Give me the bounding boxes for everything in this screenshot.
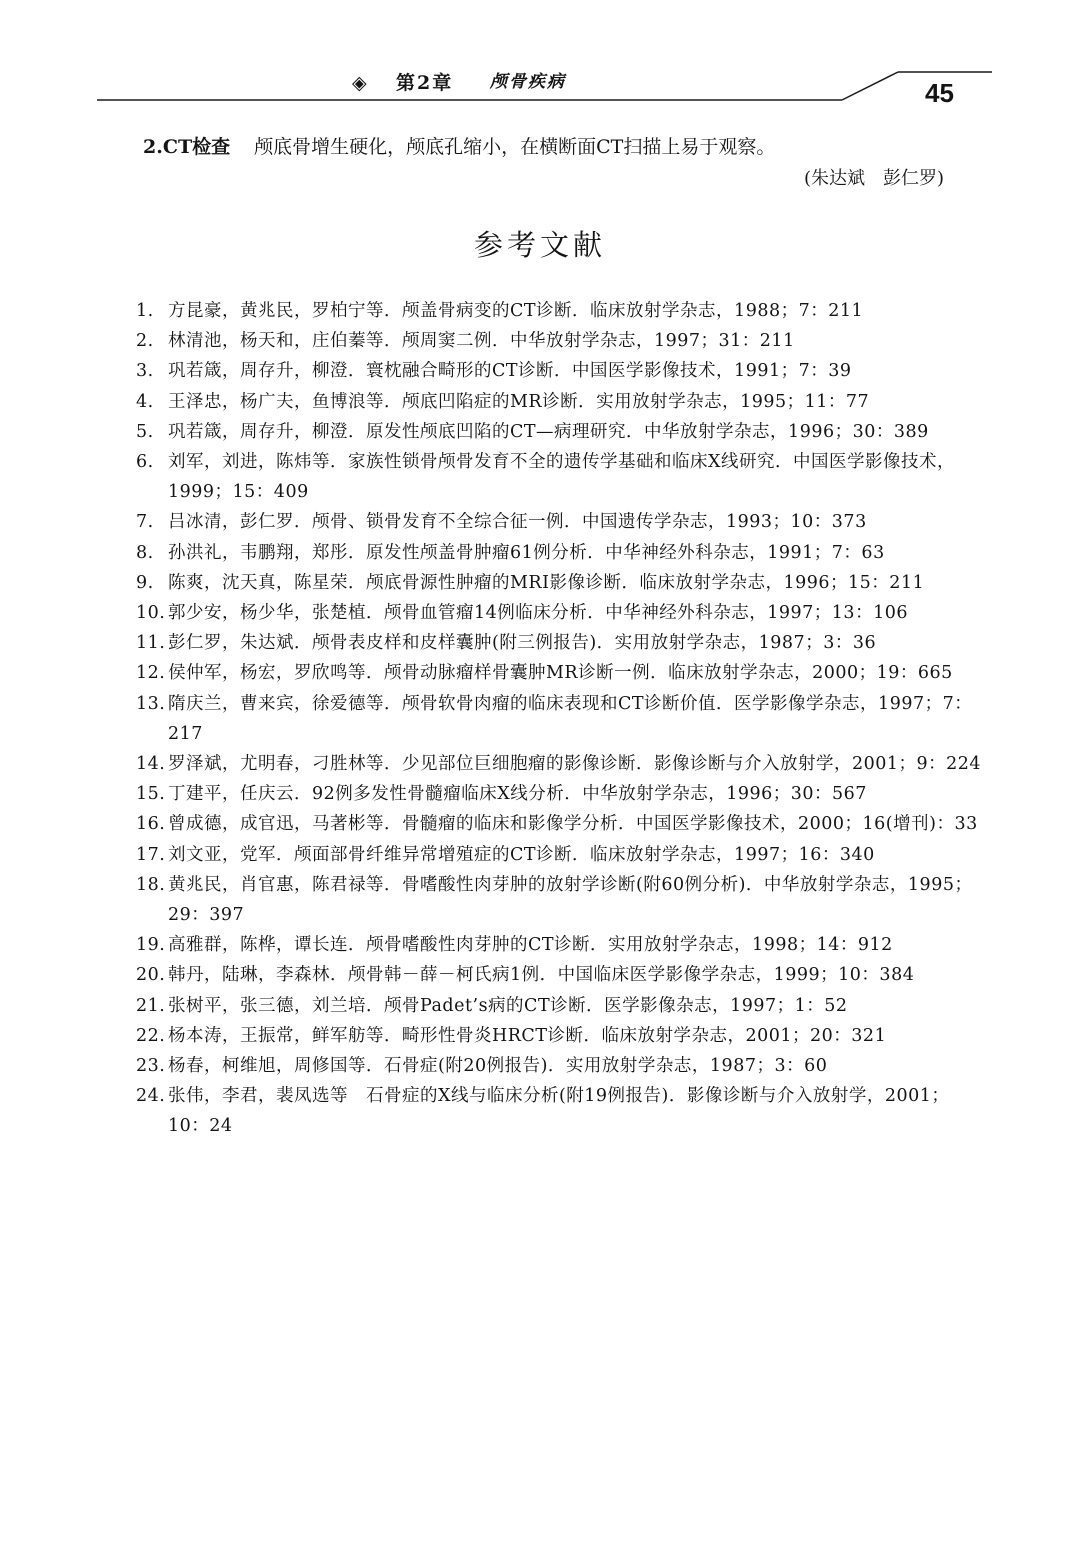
reference-number: 10. bbox=[136, 603, 166, 624]
header-rule bbox=[0, 0, 1080, 110]
running-header bbox=[0, 0, 1080, 110]
reference-number: 9. bbox=[136, 572, 154, 593]
reference-number: 19. bbox=[136, 935, 166, 956]
reference-item bbox=[136, 809, 988, 839]
reference-text: 吕冰清，彭仁罗．颅骨、锁骨发育不全综合征一例．中国遗传学杂志，1993；10：373 bbox=[168, 512, 867, 533]
reference-item bbox=[136, 568, 988, 598]
reference-item bbox=[136, 960, 988, 990]
chapter-title: 颅骨疾病 bbox=[490, 72, 566, 92]
reference-item bbox=[136, 779, 988, 809]
reference-text: 罗泽斌，尤明春，刁胜林等．少见部位巨细胞瘤的影像诊断．影像诊断与介入放射学，2001；9：224 bbox=[168, 754, 982, 775]
reference-text: 杨本涛，王振常，鲜军舫等．畸形性骨炎HRCT诊断．临床放射学杂志，2001；20：321 bbox=[168, 1025, 887, 1046]
reference-number: 16. bbox=[136, 814, 166, 835]
reference-number: 8. bbox=[136, 542, 154, 563]
reference-number: 24. bbox=[136, 1086, 166, 1107]
reference-text: 隋庆兰，曹来宾，徐爱德等．颅骨软骨肉瘤的临床表现和CT诊断价值．医学影像学杂志，1997；7：217 bbox=[168, 693, 973, 744]
reference-number: 11. bbox=[136, 633, 166, 654]
reference-number: 3. bbox=[136, 361, 154, 382]
chapter-label: 第2章 bbox=[396, 72, 454, 94]
reference-text: 杨春，柯维旭，周修国等．石骨症(附20例报告)．实用放射学杂志，1987；3：60 bbox=[168, 1056, 828, 1077]
reference-number: 20. bbox=[136, 965, 166, 986]
reference-text: 黄兆民，肖官惠，陈君禄等．骨嗜酸性肉芽肿的放射学诊断(附60例分析)．中华放射学杂志，1995；29：397 bbox=[168, 874, 973, 926]
reference-item bbox=[136, 598, 988, 628]
reference-item bbox=[136, 930, 988, 960]
reference-number: 15. bbox=[136, 784, 166, 805]
reference-number: 21. bbox=[136, 995, 166, 1016]
reference-item bbox=[136, 991, 988, 1021]
reference-text: 巩若箴，周存升，柳澄．寰枕融合畸形的CT诊断．中国医学影像技术，1991；7：39 bbox=[168, 361, 852, 382]
diamond-ornament-icon: ◈ bbox=[352, 72, 367, 94]
reference-text: 高雅群，陈桦，谭长连．颅骨嗜酸性肉芽肿的CT诊断．实用放射学杂志，1998；14：912 bbox=[168, 935, 893, 956]
reference-number: 2. bbox=[136, 331, 154, 352]
reference-item bbox=[136, 1021, 988, 1051]
references-heading: 参考文献 bbox=[473, 228, 606, 262]
reference-text: 曾成德，成官迅，马著彬等．骨髓瘤的临床和影像学分析．中国医学影像技术，2000；16(增刊)：33 bbox=[168, 814, 978, 835]
reference-text: 韩丹，陆琳，李森林．颅骨韩－薛－柯氏病1例．中国临床医学影像学杂志，1999；10：384 bbox=[168, 965, 915, 986]
reference-item bbox=[136, 296, 988, 326]
reference-number: 22. bbox=[136, 1025, 166, 1046]
reference-text: 陈爽，沈天真，陈星荣．颅底骨源性肿瘤的MRI影像诊断．临床放射学杂志，1996；15：211 bbox=[168, 572, 925, 593]
reference-item bbox=[136, 628, 988, 658]
reference-item bbox=[136, 447, 988, 507]
reference-item bbox=[136, 840, 988, 870]
reference-item bbox=[136, 749, 988, 779]
reference-item bbox=[136, 689, 988, 749]
ct-text: 颅底骨增生硬化，颅底孔缩小，在横断面CT扫描上易于观察。 bbox=[254, 136, 776, 158]
reference-text: 方昆豪，黄兆民，罗柏宁等．颅盖骨病变的CT诊断．临床放射学杂志，1988；7：211 bbox=[168, 301, 864, 321]
reference-number: 12. bbox=[136, 663, 166, 684]
reference-number: 23. bbox=[136, 1056, 166, 1077]
reference-list bbox=[136, 296, 988, 1142]
reference-item bbox=[136, 507, 988, 537]
reference-text: 丁建平，任庆云．92例多发性骨髓瘤临床X线分析．中华放射学杂志，1996；30：567 bbox=[168, 784, 867, 805]
reference-text: 郭少安，杨少华，张楚植．颅骨血管瘤14例临床分析．中华神经外科杂志，1997；13：106 bbox=[168, 603, 908, 624]
reference-number: 6. bbox=[136, 452, 154, 473]
section-authors: (朱达斌 彭仁罗) bbox=[803, 168, 944, 189]
reference-item bbox=[136, 1051, 988, 1081]
reference-text: 王泽忠，杨广夫，鱼博浪等．颅底凹陷症的MR诊断．实用放射学杂志，1995；11：77 bbox=[168, 391, 870, 412]
reference-number: 18. bbox=[136, 874, 166, 895]
reference-number: 4. bbox=[136, 391, 154, 412]
reference-item bbox=[136, 417, 988, 447]
reference-text: 刘文亚，党军．颅面部骨纤维异常增殖症的CT诊断．临床放射学杂志，1997；16：340 bbox=[168, 844, 875, 865]
reference-item bbox=[136, 1081, 988, 1141]
reference-number: 1. bbox=[136, 301, 154, 321]
reference-item bbox=[136, 538, 988, 568]
reference-number: 14. bbox=[136, 754, 166, 775]
reference-number: 5. bbox=[136, 421, 154, 442]
reference-item bbox=[136, 387, 988, 417]
reference-text: 巩若箴，周存升，柳澄．原发性颅底凹陷的CT—病理研究．中华放射学杂志，1996；30：389 bbox=[168, 421, 929, 442]
reference-item bbox=[136, 326, 988, 356]
reference-number: 13. bbox=[136, 693, 166, 714]
page-number: 45 bbox=[925, 78, 954, 108]
ct-lead: 2.CT检查 bbox=[143, 136, 231, 158]
ct-paragraph bbox=[143, 133, 775, 161]
reference-text: 侯仲军，杨宏，罗欣鸣等．颅骨动脉瘤样骨囊肿MR诊断一例．临床放射学杂志，2000；19：665 bbox=[168, 663, 953, 684]
reference-text: 林清池，杨天和，庄伯蓁等．颅周窦二例．中华放射学杂志，1997；31：211 bbox=[168, 331, 795, 352]
reference-item bbox=[136, 658, 988, 688]
reference-text: 张伟，李君，裴凤选等 石骨症的X线与临床分析(附19例报告)．影像诊断与介入放射学，2001；10：24 bbox=[168, 1086, 950, 1137]
reference-text: 孙洪礼，韦鹏翔，郑彤．原发性颅盖骨肿瘤61例分析．中华神经外科杂志，1991；7：63 bbox=[168, 542, 885, 563]
reference-item bbox=[136, 356, 988, 386]
reference-number: 7. bbox=[136, 512, 154, 533]
reference-number: 17. bbox=[136, 844, 166, 865]
reference-text: 张树平，张三德，刘兰培．颅骨Padet’s病的CT诊断．医学影像杂志，1997；1：52 bbox=[168, 995, 848, 1016]
reference-text: 刘军，刘进，陈炜等．家族性锁骨颅骨发育不全的遗传学基础和临床X线研究．中国医学影像技术，1999；15：409 bbox=[168, 452, 955, 503]
reference-item bbox=[136, 870, 988, 930]
reference-text: 彭仁罗，朱达斌．颅骨表皮样和皮样囊肿(附三例报告)．实用放射学杂志，1987；3：36 bbox=[168, 633, 877, 654]
